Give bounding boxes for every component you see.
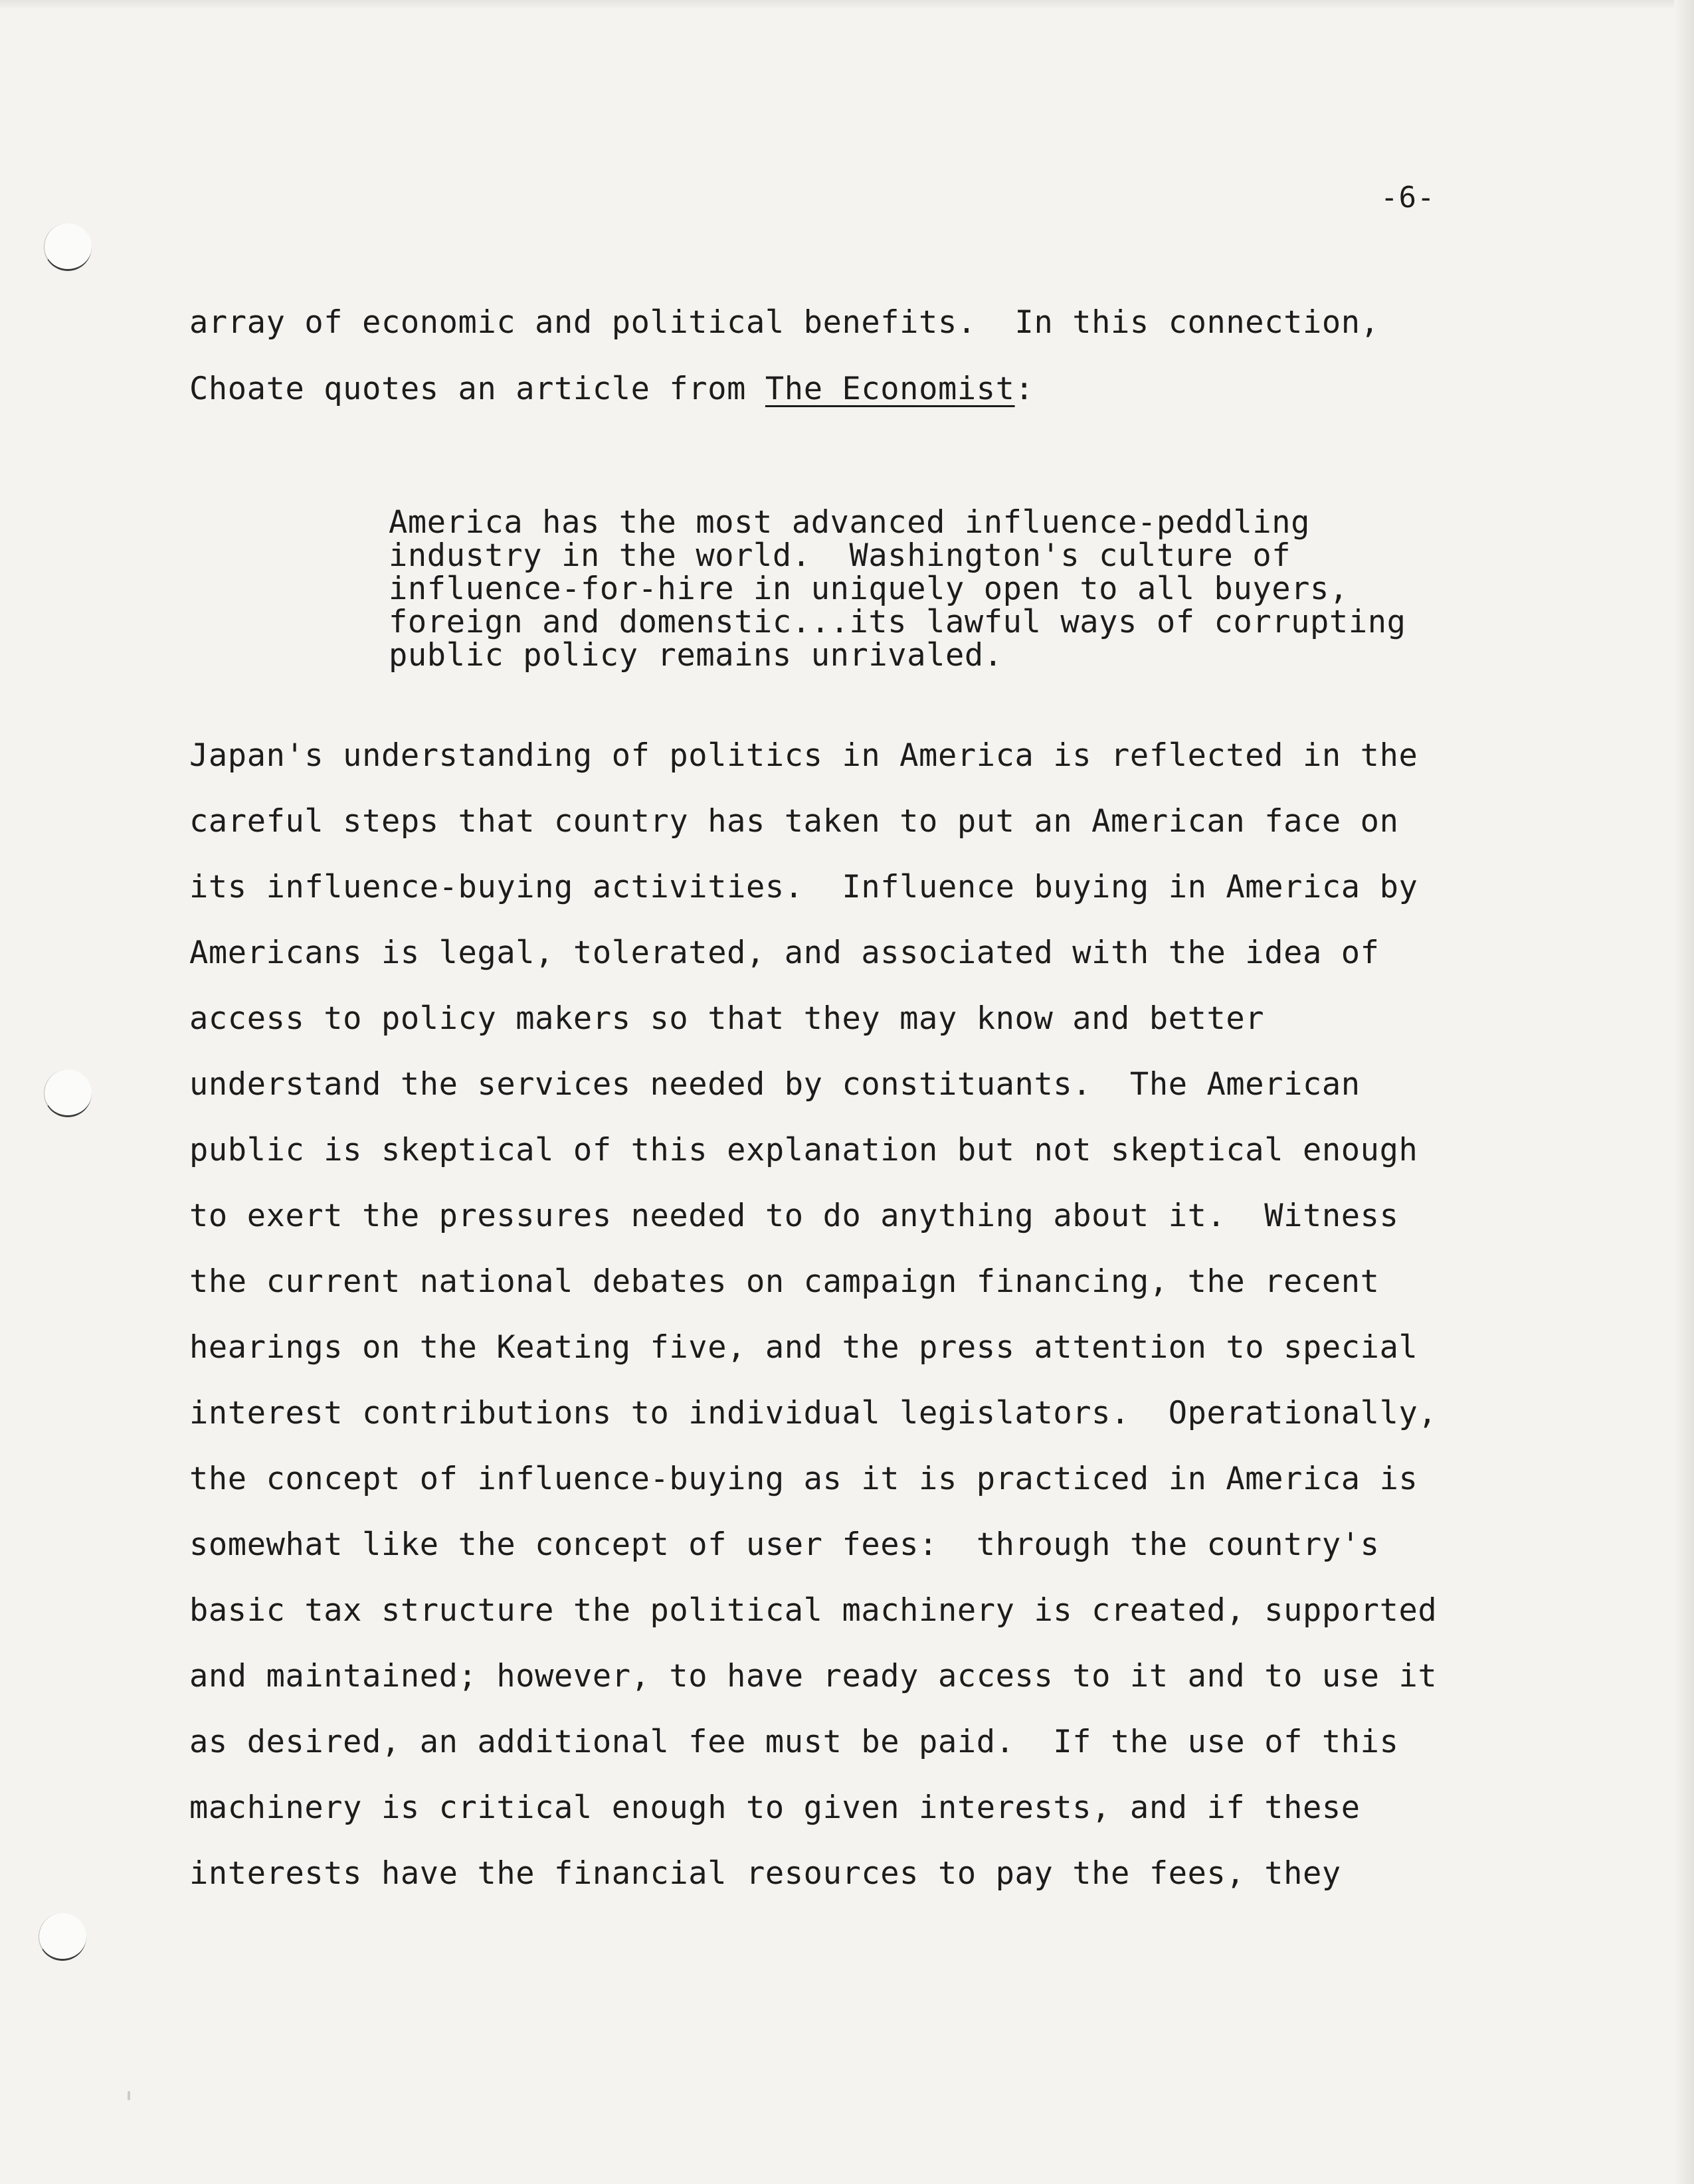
paragraph-line: access to policy makers so that they may know and better [189,1000,1265,1037]
paragraph-line: to exert the pressures needed to do anything about it. Witness [189,1198,1399,1234]
paragraph-line: basic tax structure the political machinery is created, supported [189,1592,1438,1629]
paragraph-line: Japan's understanding of politics in America is reflected in the [189,737,1418,774]
paragraph-line: its influence-buying activities. Influence buying in America by [189,869,1418,905]
punch-hole-bottom [39,1913,86,1961]
intro-line-2-suffix: : [1014,371,1034,407]
publication-title: The Economist [765,371,1015,407]
paragraph-line: as desired, an additional fee must be paid. If the use of this [189,1724,1399,1760]
page-right-edge [1674,0,1694,2184]
block-quote [389,506,1406,672]
intro-line-2 [189,371,1034,407]
page-top-edge [0,0,1694,9]
paragraph-line: the current national debates on campaign financing, the recent [189,1263,1380,1300]
paragraph-line: public is skeptical of this explanation but not skeptical enough [189,1132,1418,1168]
punch-hole-middle [44,1069,92,1117]
paper-mark [128,2091,130,2100]
intro-line-1: array of economic and political benefits. In this connection, [189,304,1380,341]
paragraph-line: understand the services needed by constituants. The American [189,1066,1361,1103]
quote-line: public policy remains unrivaled. [389,637,1003,674]
paragraph-line: interest contributions to individual legislators. Operationally, [189,1395,1438,1431]
paragraph-line: Americans is legal, tolerated, and associated with the idea of [189,935,1380,971]
paragraph-line: careful steps that country has taken to put an American face on [189,803,1399,840]
paragraph-line: the concept of influence-buying as it is practiced in America is [189,1461,1418,1497]
quote-line: industry in the world. Washington's culture of [389,537,1291,574]
intro-line-2-prefix: Choate quotes an article from [189,371,765,407]
quote-line: foreign and domenstic...its lawful ways of corrupting [389,604,1406,640]
quote-line: America has the most advanced influence-peddling [389,504,1311,541]
punch-hole-top [44,223,92,271]
paragraph-line: machinery is critical enough to given interests, and if these [189,1789,1361,1826]
page-number: -6- [1380,181,1436,215]
paragraph-line: interests have the financial resources to pay the fees, they [189,1855,1341,1892]
paragraph-line: and maintained; however, to have ready access to it and to use it [189,1658,1438,1694]
paragraph-line: somewhat like the concept of user fees: through the country's [189,1526,1380,1563]
paragraph-line: hearings on the Keating five, and the press attention to special [189,1329,1418,1366]
quote-line: influence-for-hire in uniquely open to all buyers, [389,571,1349,607]
